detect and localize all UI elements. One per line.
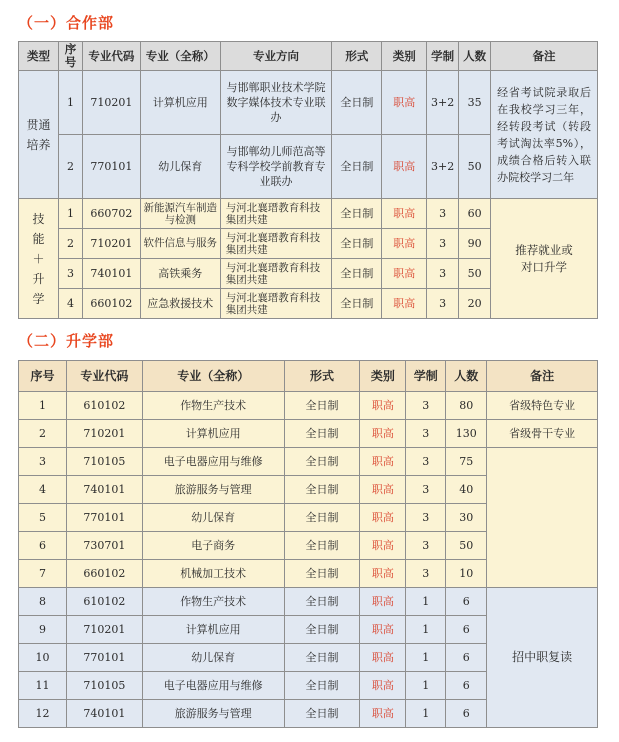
major-code: 610102	[66, 392, 142, 420]
major-name: 幼儿保育	[142, 504, 284, 532]
row-number: 10	[19, 644, 67, 672]
row-number: 2	[58, 135, 82, 199]
category: 职高	[382, 289, 427, 319]
header-cell: 学制	[406, 361, 446, 392]
study-form: 全日制	[332, 229, 382, 259]
major-direction: 与河北襄瑨教育科技集团共建	[220, 229, 332, 259]
major-code: 660102	[66, 560, 142, 588]
major-code: 710105	[66, 448, 142, 476]
row-number: 5	[19, 504, 67, 532]
section2-title: （二）升学部	[18, 332, 115, 350]
header-cell: 类别	[360, 361, 406, 392]
header-cell: 类型	[19, 42, 59, 71]
study-form: 全日制	[332, 289, 382, 319]
major-name: 作物生产技术	[142, 588, 284, 616]
category: 职高	[360, 448, 406, 476]
duration: 3	[427, 289, 459, 319]
enrollment-count: 50	[446, 532, 487, 560]
row-number: 7	[19, 560, 67, 588]
study-form: 全日制	[284, 700, 360, 728]
major-code: 710201	[66, 420, 142, 448]
header-cell: 人数	[459, 42, 491, 71]
duration: 3	[406, 420, 446, 448]
study-form: 全日制	[332, 199, 382, 229]
row-number: 6	[19, 532, 67, 560]
duration: 1	[406, 672, 446, 700]
study-form: 全日制	[284, 392, 360, 420]
row-number: 2	[19, 420, 67, 448]
row-number: 3	[19, 448, 67, 476]
category: 职高	[360, 392, 406, 420]
note-cell: 经省考试院录取后在我校学习三年，经转段考试（转段考试淘汰率5%），成绩合格后转入联办院校学习二年	[491, 71, 598, 199]
duration: 3	[406, 504, 446, 532]
duration: 3	[406, 448, 446, 476]
duration: 3	[427, 229, 459, 259]
header-cell: 序号	[19, 361, 67, 392]
major-name: 电子电器应用与维修	[142, 448, 284, 476]
major-code: 610102	[66, 588, 142, 616]
category: 职高	[360, 700, 406, 728]
category: 职高	[360, 560, 406, 588]
duration: 3	[406, 560, 446, 588]
major-code: 710105	[66, 672, 142, 700]
table-row	[19, 392, 598, 420]
category: 职高	[382, 71, 427, 135]
header-cell: 人数	[446, 361, 487, 392]
header-cell: 形式	[332, 42, 382, 71]
enrollment-count: 60	[459, 199, 491, 229]
enrollment-count: 40	[446, 476, 487, 504]
major-direction: 与河北襄瑨教育科技集团共建	[220, 289, 332, 319]
study-form: 全日制	[284, 588, 360, 616]
study-form: 全日制	[284, 644, 360, 672]
category: 职高	[360, 672, 406, 700]
row-number: 12	[19, 700, 67, 728]
major-name: 幼儿保育	[142, 644, 284, 672]
table-row	[19, 588, 598, 616]
table-row	[19, 420, 598, 448]
category: 职高	[360, 588, 406, 616]
major-code: 740101	[66, 476, 142, 504]
section1-title: （一）合作部	[18, 14, 115, 32]
duration: 1	[406, 644, 446, 672]
major-direction: 与邯郸幼儿师范高等专科学校学前教育专业联办	[220, 135, 332, 199]
study-form: 全日制	[284, 616, 360, 644]
major-name: 机械加工技术	[142, 560, 284, 588]
duration: 1	[406, 588, 446, 616]
study-form: 全日制	[332, 259, 382, 289]
major-code: 740101	[66, 700, 142, 728]
duration: 1	[406, 616, 446, 644]
note-cell: 招中职复读	[487, 588, 598, 728]
note-cell: 推荐就业或对口升学	[491, 199, 598, 319]
duration: 3+2	[427, 71, 459, 135]
row-number: 1	[58, 71, 82, 135]
major-name: 新能源汽车制造与检测	[140, 199, 220, 229]
enrollment-count: 75	[446, 448, 487, 476]
major-code: 710201	[82, 229, 140, 259]
major-code: 710201	[82, 71, 140, 135]
category: 职高	[360, 504, 406, 532]
study-form: 全日制	[284, 532, 360, 560]
cooperation-table	[18, 41, 598, 319]
header-cell: 专业方向	[220, 42, 332, 71]
category: 职高	[382, 259, 427, 289]
major-name: 幼儿保育	[140, 135, 220, 199]
duration: 3	[406, 476, 446, 504]
category: 职高	[382, 135, 427, 199]
advancement-table	[18, 360, 598, 728]
study-form: 全日制	[284, 420, 360, 448]
row-number: 8	[19, 588, 67, 616]
major-code: 770101	[82, 135, 140, 199]
enrollment-count: 6	[446, 700, 487, 728]
type-cell: 技能＋升学	[19, 199, 59, 319]
category: 职高	[360, 616, 406, 644]
enrollment-count: 35	[459, 71, 491, 135]
header-cell: 专业（全称）	[142, 361, 284, 392]
category: 职高	[360, 420, 406, 448]
category: 职高	[382, 229, 427, 259]
study-form: 全日制	[284, 476, 360, 504]
study-form: 全日制	[284, 560, 360, 588]
study-form: 全日制	[284, 448, 360, 476]
table-row	[19, 448, 598, 476]
major-name: 高铁乘务	[140, 259, 220, 289]
note-cell: 省级特色专业	[487, 392, 598, 420]
enrollment-count: 6	[446, 588, 487, 616]
header-cell: 专业代码	[66, 361, 142, 392]
note-cell: 省级骨干专业	[487, 420, 598, 448]
duration: 3	[427, 259, 459, 289]
major-name: 电子商务	[142, 532, 284, 560]
type-cell: 贯通培养	[19, 71, 59, 199]
category: 职高	[360, 644, 406, 672]
major-direction: 与河北襄瑨教育科技集团共建	[220, 199, 332, 229]
major-name: 旅游服务与管理	[142, 700, 284, 728]
header-cell: 备注	[491, 42, 598, 71]
study-form: 全日制	[332, 135, 382, 199]
row-number: 2	[58, 229, 82, 259]
duration: 3+2	[427, 135, 459, 199]
major-name: 软件信息与服务	[140, 229, 220, 259]
row-number: 1	[58, 199, 82, 229]
enrollment-count: 50	[459, 259, 491, 289]
row-number: 4	[58, 289, 82, 319]
major-name: 作物生产技术	[142, 392, 284, 420]
major-code: 740101	[82, 259, 140, 289]
major-code: 770101	[66, 644, 142, 672]
table-row	[19, 199, 598, 229]
enrollment-count: 20	[459, 289, 491, 319]
row-number: 11	[19, 672, 67, 700]
header-cell: 学制	[427, 42, 459, 71]
table-header-row	[19, 42, 598, 71]
row-number: 4	[19, 476, 67, 504]
enrollment-count: 6	[446, 616, 487, 644]
row-number: 1	[19, 392, 67, 420]
major-name: 应急救援技术	[140, 289, 220, 319]
study-form: 全日制	[332, 71, 382, 135]
duration: 3	[406, 532, 446, 560]
enrollment-count: 90	[459, 229, 491, 259]
major-direction: 与邯郸职业技术学院数字媒体技术专业联办	[220, 71, 332, 135]
enrollment-count: 50	[459, 135, 491, 199]
enrollment-count: 30	[446, 504, 487, 532]
row-number: 9	[19, 616, 67, 644]
enrollment-count: 6	[446, 672, 487, 700]
major-code: 660102	[82, 289, 140, 319]
major-direction: 与河北襄瑨教育科技集团共建	[220, 259, 332, 289]
table-row	[19, 71, 598, 135]
category: 职高	[360, 476, 406, 504]
category: 职高	[360, 532, 406, 560]
major-name: 计算机应用	[142, 420, 284, 448]
major-code: 710201	[66, 616, 142, 644]
study-form: 全日制	[284, 504, 360, 532]
header-cell: 形式	[284, 361, 360, 392]
row-number: 3	[58, 259, 82, 289]
major-code: 660702	[82, 199, 140, 229]
duration: 1	[406, 700, 446, 728]
major-code: 770101	[66, 504, 142, 532]
header-cell: 专业（全称）	[140, 42, 220, 71]
duration: 3	[406, 392, 446, 420]
header-cell: 序号	[58, 42, 82, 71]
major-code: 730701	[66, 532, 142, 560]
table-header-row	[19, 361, 598, 392]
header-cell: 备注	[487, 361, 598, 392]
study-form: 全日制	[284, 672, 360, 700]
category: 职高	[382, 199, 427, 229]
major-name: 旅游服务与管理	[142, 476, 284, 504]
note-cell-empty	[487, 448, 598, 588]
header-cell: 专业代码	[82, 42, 140, 71]
duration: 3	[427, 199, 459, 229]
major-name: 电子电器应用与维修	[142, 672, 284, 700]
major-name: 计算机应用	[140, 71, 220, 135]
enrollment-count: 130	[446, 420, 487, 448]
enrollment-count: 6	[446, 644, 487, 672]
major-name: 计算机应用	[142, 616, 284, 644]
enrollment-count: 80	[446, 392, 487, 420]
enrollment-count: 10	[446, 560, 487, 588]
header-cell: 类别	[382, 42, 427, 71]
